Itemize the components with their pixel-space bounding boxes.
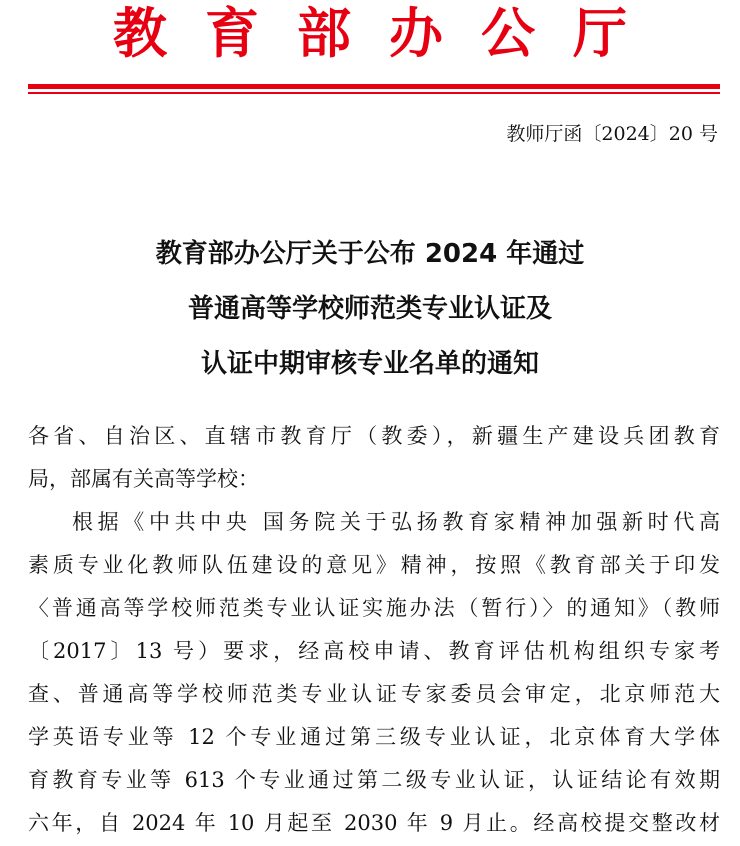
body-line: 查、普通高等学校师范类专业认证专家委员会审定，北京师范大	[28, 682, 720, 706]
body-line: 素质专业化教师队伍建设的意见》精神，按照《教育部关于印发	[28, 553, 720, 577]
body-line: 局，部属有关高等学校：	[28, 467, 259, 491]
body-line: 各省、自治区、直辖市教育厅（教委），新疆生产建设兵团教育	[28, 424, 720, 448]
document-title-line-2: 普通高等学校师范类专业认证及	[187, 294, 552, 324]
document-title-line-1: 教育部办公厅关于公布 2024 年通过	[155, 239, 585, 269]
red-divider-thin	[28, 92, 720, 94]
body-line: 〔2017〕13 号）要求，经高校申请、教育评估机构组织专家考	[28, 639, 720, 663]
document-number: 教师厅函〔2024〕20 号	[506, 123, 718, 145]
document-title-line-3: 认证中期审核专业名单的通知	[200, 349, 539, 379]
body-line: 育教育专业等 613 个专业通过第二级专业认证，认证结论有效期	[28, 768, 720, 792]
body-line: 学英语专业等 12 个专业通过第三级专业认证，北京体育大学体	[28, 725, 720, 749]
body-line: 根据《中共中央 国务院关于弘扬教育家精神加强新时代高	[72, 510, 720, 534]
letterhead-title: 教育部办公厅	[113, 2, 665, 65]
red-divider-thick	[28, 84, 720, 89]
body-line: 〈普通高等学校师范类专业认证实施办法（暂行）〉的通知》（教师	[28, 596, 720, 620]
body-line: 六年，自 2024 年 10 月起至 2030 年 9 月止。经高校提交整改材	[28, 811, 720, 835]
